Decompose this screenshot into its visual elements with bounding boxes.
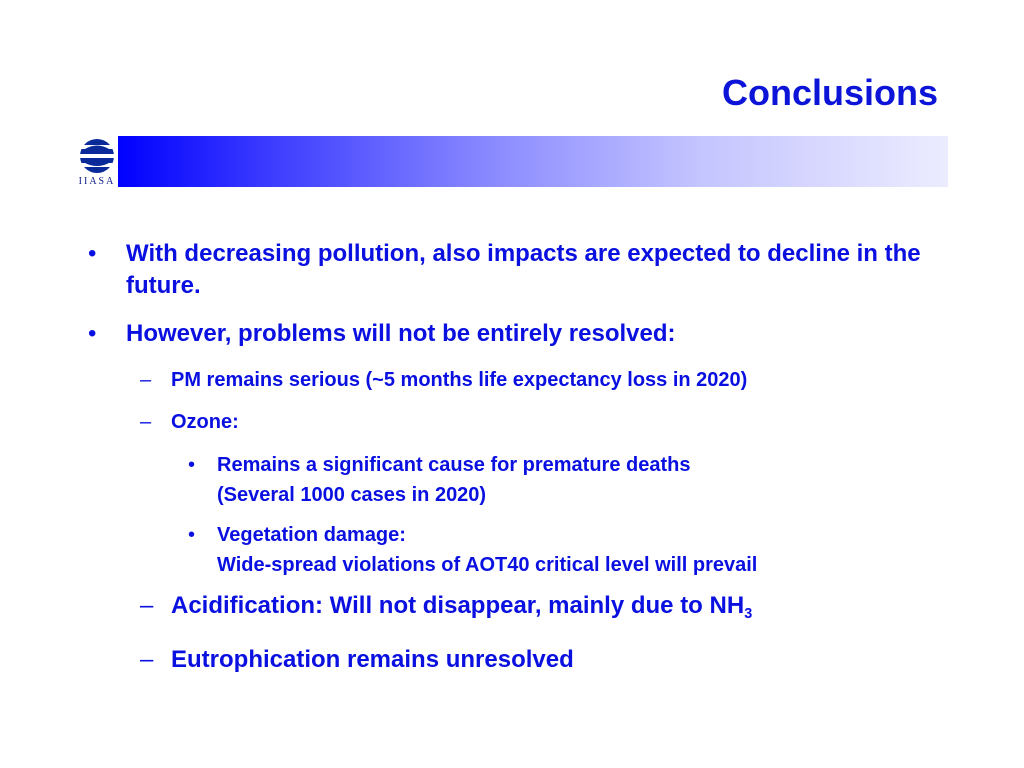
sub-bullet-item [88,408,948,436]
sub-sub-bullet-item [88,520,948,580]
sub-sub-bullet-line: Wide-spread violations of AOT40 critical level will prevail [217,554,758,576]
dash-marker: – [140,369,152,391]
bullet-text: However, problems will not be entirely resolved: [126,320,676,347]
bullet-marker: • [188,524,196,546]
iiasa-logo [76,136,118,190]
bullet-list [88,238,948,690]
subscript: 3 [744,606,753,623]
dash-marker: – [140,646,154,674]
sub-bullet-item [88,644,948,676]
slide-title: Conclusions [721,72,938,113]
sub-bullet-item [88,366,948,394]
sub-bullet-text: Eutrophication remains unresolved [171,646,574,674]
bullet-marker: • [188,454,196,476]
sub-sub-bullet-item [88,450,948,510]
dash-marker: – [140,592,154,619]
bullet-marker: • [88,320,97,347]
sub-sub-bullet-line: (Several 1000 cases in 2020) [217,484,487,506]
sub-bullet-text: PM remains serious (~5 months life expectancy loss in 2020) [171,369,748,391]
sub-sub-bullet-line: Remains a significant cause for premature deaths [217,454,691,476]
bullet-item [88,238,948,302]
sub-sub-bullet-line: Vegetation damage: [217,524,406,546]
globe-icon [76,136,118,176]
sub-bullet-item [88,590,948,630]
bullet-marker: • [88,240,97,267]
header-banner [118,136,948,187]
sub-bullet-text: Acidification: Will not disappear, mainly due to NH [171,592,745,619]
logo-text: IIASA [78,176,116,187]
bullet-text: With decreasing pollution, also impacts are expected to decline in the future. [126,240,921,299]
dash-marker: – [140,411,152,433]
sub-bullet-text: Ozone: [171,411,239,433]
bullet-item [88,318,948,350]
